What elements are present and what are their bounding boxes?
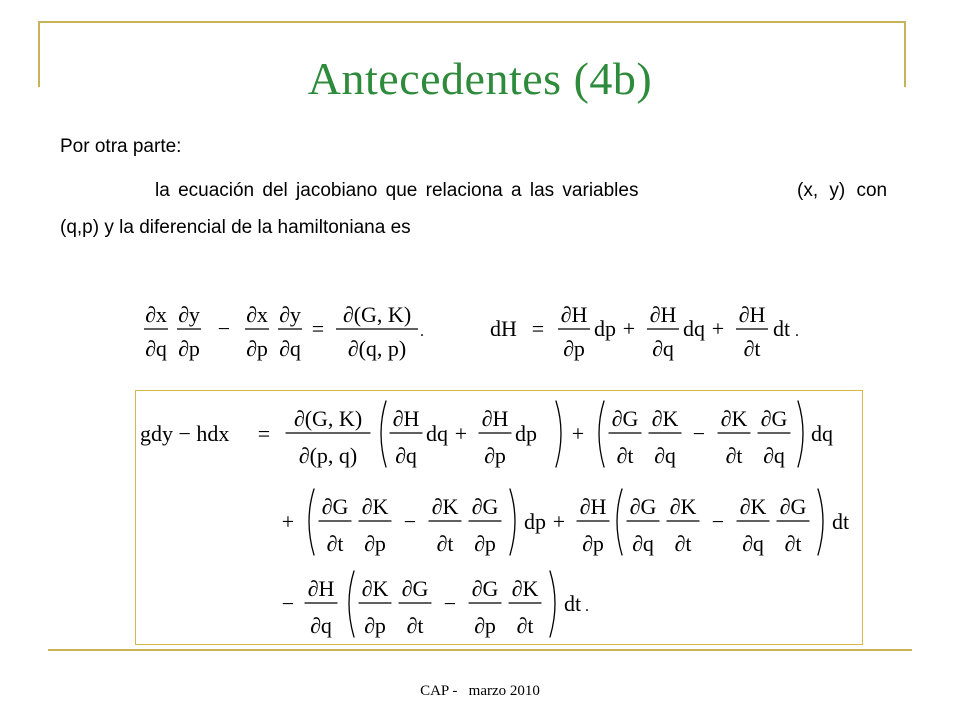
svg-text:∂G: ∂G bbox=[471, 576, 499, 601]
svg-text:∂G: ∂G bbox=[401, 576, 429, 601]
svg-text:+: + bbox=[571, 421, 585, 446]
svg-text:dt: dt bbox=[832, 509, 850, 534]
paragraph-line1-start: la ecuación del jacobiano que relaciona a las variables bbox=[155, 180, 639, 201]
svg-text:∂H: ∂H bbox=[579, 494, 607, 519]
svg-text:∂p: ∂p bbox=[178, 336, 200, 361]
frame-top-line bbox=[40, 21, 904, 23]
svg-text:+: + bbox=[622, 316, 636, 341]
svg-text:∂t: ∂t bbox=[436, 531, 454, 556]
svg-text:∂t: ∂t bbox=[674, 531, 692, 556]
svg-text:∂H: ∂H bbox=[738, 302, 766, 327]
svg-text:−: − bbox=[281, 591, 295, 616]
svg-text:∂K: ∂K bbox=[739, 494, 767, 519]
svg-text:∂p: ∂p bbox=[484, 443, 506, 468]
svg-text:∂q: ∂q bbox=[654, 443, 676, 468]
paragraph-line1-end: (x, y) con bbox=[797, 180, 888, 201]
svg-text:∂(G, K): ∂(G, K) bbox=[342, 302, 412, 327]
svg-text:∂K: ∂K bbox=[431, 494, 459, 519]
frame-bottom-line bbox=[48, 649, 912, 651]
svg-text:∂G: ∂G bbox=[629, 494, 657, 519]
svg-text:+: + bbox=[281, 509, 295, 534]
svg-text:dt: dt bbox=[773, 316, 791, 341]
svg-text:+: + bbox=[711, 316, 725, 341]
svg-text:−: − bbox=[443, 591, 457, 616]
svg-text:∂p: ∂p bbox=[474, 613, 496, 638]
svg-text:∂p: ∂p bbox=[474, 531, 496, 556]
svg-text:∂q: ∂q bbox=[395, 443, 417, 468]
svg-text:∂G: ∂G bbox=[471, 494, 499, 519]
svg-text:∂H: ∂H bbox=[649, 302, 677, 327]
footer-text: CAP - marzo 2010 bbox=[420, 683, 540, 699]
svg-text:dt: dt bbox=[564, 591, 582, 616]
svg-text:dp: dp bbox=[524, 509, 546, 534]
svg-text:+: + bbox=[454, 421, 468, 446]
boxed-equation bbox=[138, 393, 860, 643]
hamiltonian-differential bbox=[490, 292, 860, 372]
svg-text:∂G: ∂G bbox=[321, 494, 349, 519]
svg-text:∂p: ∂p bbox=[582, 531, 604, 556]
svg-text:∂p: ∂p bbox=[364, 531, 386, 556]
svg-text:=: = bbox=[257, 421, 271, 446]
svg-text:∂(q, p): ∂(q, p) bbox=[347, 336, 407, 361]
svg-text:∂H: ∂H bbox=[307, 576, 335, 601]
slide-title: Antecedentes (4b) bbox=[307, 53, 653, 104]
svg-text:∂t: ∂t bbox=[743, 336, 761, 361]
svg-text:−: − bbox=[217, 316, 231, 341]
svg-text:∂K: ∂K bbox=[651, 406, 679, 431]
svg-text:∂q: ∂q bbox=[763, 443, 785, 468]
svg-text:∂G: ∂G bbox=[760, 406, 788, 431]
svg-text:+: + bbox=[552, 509, 566, 534]
svg-text:.: . bbox=[420, 323, 424, 340]
svg-text:∂q: ∂q bbox=[145, 336, 167, 361]
svg-text:∂K: ∂K bbox=[511, 576, 539, 601]
svg-text:∂x: ∂x bbox=[246, 302, 268, 327]
svg-text:=: = bbox=[531, 316, 545, 341]
svg-text:∂K: ∂K bbox=[361, 576, 389, 601]
svg-text:dp: dp bbox=[594, 316, 616, 341]
svg-text:∂t: ∂t bbox=[406, 613, 424, 638]
svg-text:dq: dq bbox=[811, 421, 833, 446]
jacobian-equation bbox=[140, 292, 440, 372]
svg-text:∂y: ∂y bbox=[178, 302, 200, 327]
svg-text:dp: dp bbox=[515, 421, 537, 446]
svg-text:−: − bbox=[403, 509, 417, 534]
svg-text:dH: dH bbox=[490, 316, 517, 341]
svg-text:∂t: ∂t bbox=[784, 531, 802, 556]
svg-text:−: − bbox=[711, 509, 725, 534]
svg-text:∂(p, q): ∂(p, q) bbox=[298, 443, 358, 468]
svg-text:∂G: ∂G bbox=[779, 494, 807, 519]
svg-text:dq: dq bbox=[683, 316, 705, 341]
svg-text:∂t: ∂t bbox=[516, 613, 534, 638]
svg-text:∂q: ∂q bbox=[652, 336, 674, 361]
svg-text:−: − bbox=[692, 421, 706, 446]
intro-text: Por otra parte: bbox=[60, 136, 182, 157]
svg-text:∂t: ∂t bbox=[616, 443, 634, 468]
svg-text:∂H: ∂H bbox=[481, 406, 509, 431]
svg-text:∂p: ∂p bbox=[246, 336, 268, 361]
paragraph-line2: (q,p) y la diferencial de la hamiltoniana es bbox=[60, 217, 411, 238]
svg-text:∂q: ∂q bbox=[742, 531, 764, 556]
svg-text:∂t: ∂t bbox=[725, 443, 743, 468]
svg-text:∂G: ∂G bbox=[611, 406, 639, 431]
svg-text:∂q: ∂q bbox=[310, 613, 332, 638]
svg-text:∂K: ∂K bbox=[361, 494, 389, 519]
svg-text:dq: dq bbox=[426, 421, 448, 446]
svg-text:.: . bbox=[795, 323, 799, 340]
svg-text:.: . bbox=[585, 598, 589, 615]
svg-text:=: = bbox=[311, 316, 325, 341]
svg-text:∂K: ∂K bbox=[720, 406, 748, 431]
svg-text:∂p: ∂p bbox=[364, 613, 386, 638]
svg-text:∂t: ∂t bbox=[326, 531, 344, 556]
svg-text:∂H: ∂H bbox=[560, 302, 588, 327]
svg-text:∂y: ∂y bbox=[279, 302, 301, 327]
svg-text:∂q: ∂q bbox=[632, 531, 654, 556]
svg-text:∂x: ∂x bbox=[145, 302, 167, 327]
svg-text:∂H: ∂H bbox=[392, 406, 420, 431]
svg-text:∂p: ∂p bbox=[563, 336, 585, 361]
svg-text:∂q: ∂q bbox=[279, 336, 301, 361]
svg-text:∂K: ∂K bbox=[669, 494, 697, 519]
svg-text:∂(G, K): ∂(G, K) bbox=[293, 406, 363, 431]
svg-text:gdy − hdx: gdy − hdx bbox=[140, 421, 230, 446]
